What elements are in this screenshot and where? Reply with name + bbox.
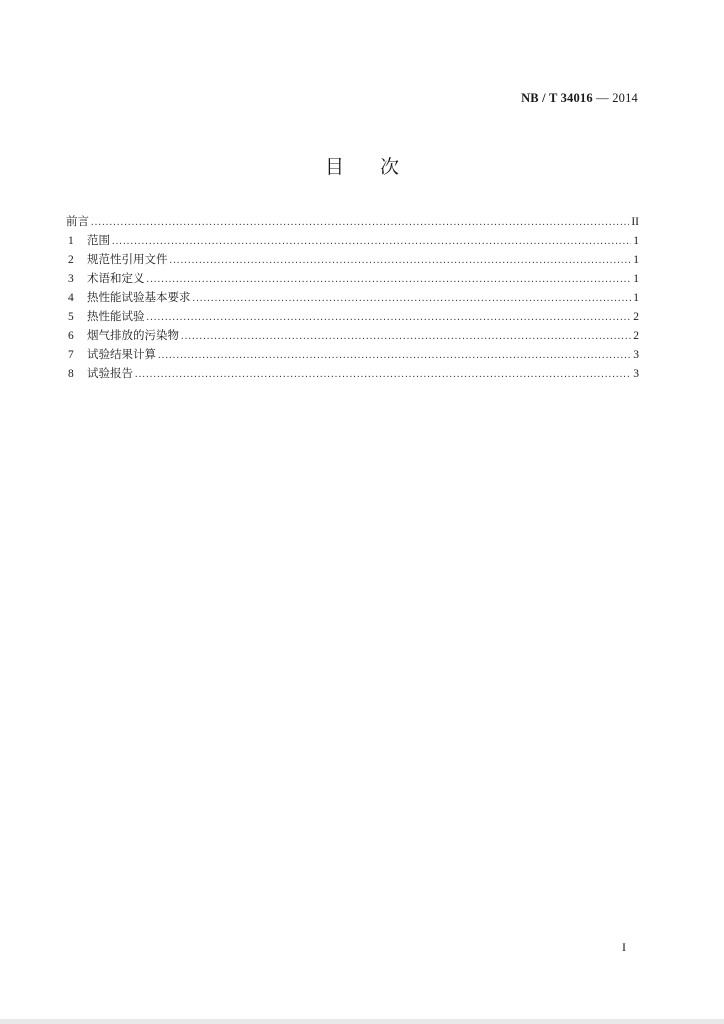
- standard-code-year: 2014: [612, 91, 638, 105]
- toc-entry-label: 热性能试验基本要求: [87, 290, 191, 304]
- toc-leader-dots: [112, 232, 631, 251]
- toc-entry-page: 1: [633, 254, 639, 266]
- toc-entry-label: 热性能试验: [87, 309, 145, 323]
- toc-entry-1[interactable]: [68, 231, 639, 250]
- toc-leader-dots: [91, 213, 629, 232]
- toc-entry-label: 烟气排放的污染物: [87, 328, 179, 342]
- toc-entry-page: 3: [633, 368, 639, 380]
- toc-entry-page: 2: [633, 311, 639, 323]
- toc-entry-label: 试验报告: [87, 366, 133, 380]
- toc-entry-page: II: [631, 216, 639, 228]
- toc-entry-number: 5: [68, 311, 74, 323]
- toc-leader-dots: [158, 346, 631, 365]
- toc-leader-dots: [193, 289, 632, 308]
- toc-entry-page: 1: [633, 273, 639, 285]
- standard-code-dash: —: [592, 91, 613, 105]
- toc-entry-label: 前言: [66, 214, 89, 228]
- toc-entry-number: 1: [68, 235, 74, 247]
- toc-entry-number: 7: [68, 349, 74, 361]
- toc-entry-page: 2: [633, 330, 639, 342]
- toc-entry-page: 3: [633, 349, 639, 361]
- toc-entry-2[interactable]: [68, 250, 639, 269]
- toc-entry-page: 1: [633, 292, 639, 304]
- toc-entry-7[interactable]: [68, 345, 639, 364]
- toc-entry-label: 规范性引用文件: [87, 252, 168, 266]
- toc-leader-dots: [181, 327, 631, 346]
- toc-entry-number: 8: [68, 368, 74, 380]
- toc-entry-4[interactable]: [68, 288, 639, 307]
- toc-leader-dots: [135, 365, 631, 384]
- toc-entry-foreword[interactable]: [66, 212, 639, 231]
- toc-entry-label: 试验结果计算: [87, 347, 156, 361]
- toc-entry-number: 4: [68, 292, 74, 304]
- toc-leader-dots: [147, 270, 632, 289]
- scan-bottom-edge: [0, 1019, 724, 1024]
- toc-entry-label: 术语和定义: [87, 271, 145, 285]
- toc-entry-number: 6: [68, 330, 74, 342]
- toc-entry-number: 3: [68, 273, 74, 285]
- page-title: 目次: [324, 156, 435, 178]
- toc-entry-8[interactable]: [68, 364, 639, 383]
- toc-entry-6[interactable]: [68, 326, 639, 345]
- table-of-contents: [68, 212, 639, 383]
- page-number: I: [622, 940, 626, 954]
- toc-entry-5[interactable]: [68, 307, 639, 326]
- toc-entry-page: 1: [633, 235, 639, 247]
- toc-leader-dots: [170, 251, 632, 270]
- toc-entry-label: 范围: [87, 233, 110, 247]
- toc-entry-3[interactable]: [68, 269, 639, 288]
- toc-leader-dots: [147, 308, 632, 327]
- toc-entry-number: 2: [68, 254, 74, 266]
- standard-code-number: NB / T 34016: [521, 91, 593, 105]
- standard-code: [521, 91, 638, 106]
